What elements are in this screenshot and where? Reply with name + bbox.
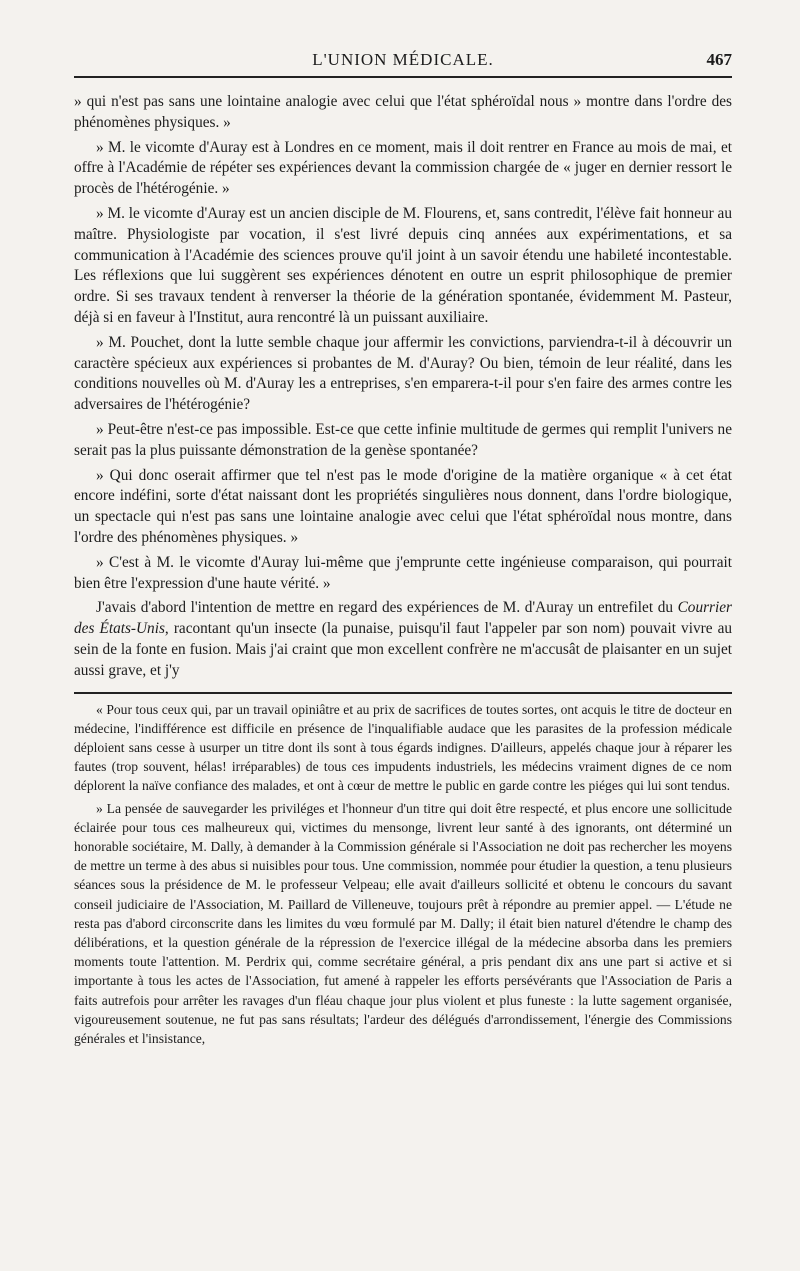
journal-title: L'UNION MÉDICALE. [312,50,494,69]
paragraph: » qui n'est pas sans une lointaine analogie avec celui que l'état sphéroïdal nous » montre dans l'ordre des phénomènes physiques. » [74,93,732,131]
running-header [74,48,732,78]
paragraph: » M. le vicomte d'Auray est à Londres en ce moment, mais il doit rentrer en France au mois de mai, et offre à l'Académie de répéter ses expériences devant la commission chargée de « juger en dernier ressort le procès de l'hétérogénie. » [74,138,732,198]
text-span: , racontant qu'un insecte (la punaise, puisqu'il faut l'appeler par son nom) pouvait vivre au sein de la fonte en fusion. Mais j'ai craint que mon excellent confrère ne m'accusât de plaisanter en un sujet aussi grave, et j'y [74,620,733,679]
page [0,48,800,1271]
note-paragraph: « Pour tous ceux qui, par un travail opiniâtre et au prix de sacrifices de toutes sortes, ont acquis le titre de docteur en médecine, l'indifférence est difficile en présence de l'inqualifiable audace que les parasites de la profession médicale déploient sans cesse à usurper un titre dont ils sont à tous égards indignes. D'ailleurs, appelés chaque jour à réparer les fautes (trop souvent, hélas! irréparables) de tous ces impudents industriels, les médecins vraiment dignes de ce nom déplorent la naïve confiance des malades, et ont à cœur de mettre le public en garde contre les piéges qui lui sont tendus. [74,701,732,794]
text-span: J'avais d'abord l'intention de mettre en regard des expériences de M. d'Auray un entrefilet du [96,599,678,617]
section-divider [74,692,732,694]
page-number: 467 [706,50,732,69]
paragraph: » Peut-être n'est-ce pas impossible. Est-ce que cette infinie multitude de germes qui remplit l'univers ne serait pas la plus puissante démonstration de la genèse spontanée? [74,420,732,459]
paragraph: » M. le vicomte d'Auray est un ancien disciple de M. Flourens, et, sans contredit, l'élève fait honneur au maître. Physiologiste par vocation, il s'est livré depuis cinq années aux expérimentations, et sa communication à l'Académie des sciences prouve qu'il joint à un savoir étendu une habileté incontestable. Les réflexions que lui suggèrent ses expériences dénotent en outre un esprit philosophique de premier ordre. Si ses travaux tendent à renverser la théorie de la génération spontanée, évidemment M. Pasteur, déjà si en faveur à l'Institut, aura rencontré là un puissant auxiliaire. [74,204,732,326]
lower-section [74,700,732,1049]
paragraph: » Qui donc oserait affirmer que tel n'est pas le mode d'origine de la matière organique « à cet état encore indéfini, sorte d'état naissant dont les propriétés singulières nous donnent, dans l'ordre biologique, un spectacle qui n'est pas sans une lointaine analogie avec celui que l'état sphéroïdal nous montre, dans l'ordre des phénomènes physiques. » [74,466,732,546]
paragraph-last [74,598,732,681]
newspaper-title: Courrier des États-Unis [74,599,732,638]
main-text [74,92,732,682]
paragraph: » M. Pouchet, dont la lutte semble chaque jour affermir les convictions, parviendra-t-il à découvrir un caractère spécieux aux expériences si probantes de M. d'Auray? Ou bien, témoin de leur réalité, dans les conditions nouvelles où M. d'Auray les a entreprises, s'en emparera-t-il pour s'en faire des armes contre les adversaires de l'hétérogénie? [74,333,732,414]
paragraph: » C'est à M. le vicomte d'Auray lui-même que j'emprunte cette ingénieuse comparaison, qui pourrait bien être l'expression d'une haute vérité. » [74,553,732,592]
note-paragraph: » La pensée de sauvegarder les priviléges et l'honneur d'un titre qui doit être respecté, et plus encore une sollicitude éclairée pour tous ces malheureux qui, victimes du mensonge, livrent leur santé à des ignorants, ont déterminé un honorable sociétaire, M. Dally, à demander à la Commission générale si l'Association ne doit pas rechercher les moyens de mettre un terme à des abus si nuisibles pour tous. Une commission, nommée pour étudier la question, a tenu plusieurs séances sous la présidence de M. le professeur Velpeau; elle avait d'ailleurs sollicité et obtenu le concours du savant conseil judiciaire de l'Association, M. Paillard de Villeneuve, toujours prêt à répondre au premier appel. — L'étude ne resta pas d'abord circonscrite dans les limites du vœu formulé par M. Dally; il était bien naturel d'étendre le champ des délibérations, et la question générale de la répression de l'exercice illégal de la médecine absorba dans les premiers moments toute l'attention. M. Perdrix qui, comme secrétaire général, a pris pendant dix ans une part si active et si importante à tous les actes de l'Association, fut amené à rappeler les efforts persévérants que l'Association de Paris a faits autrefois pour arrêter les ravages d'un fléau chaque jour plus violent et plus funeste : la lutte sagement organisée, vigoureusement soutenue, ne fut pas sans résultats; l'ardeur des délégués d'arrondissement, l'énergie des Commissions générales et l'insistance, [74,800,732,1046]
